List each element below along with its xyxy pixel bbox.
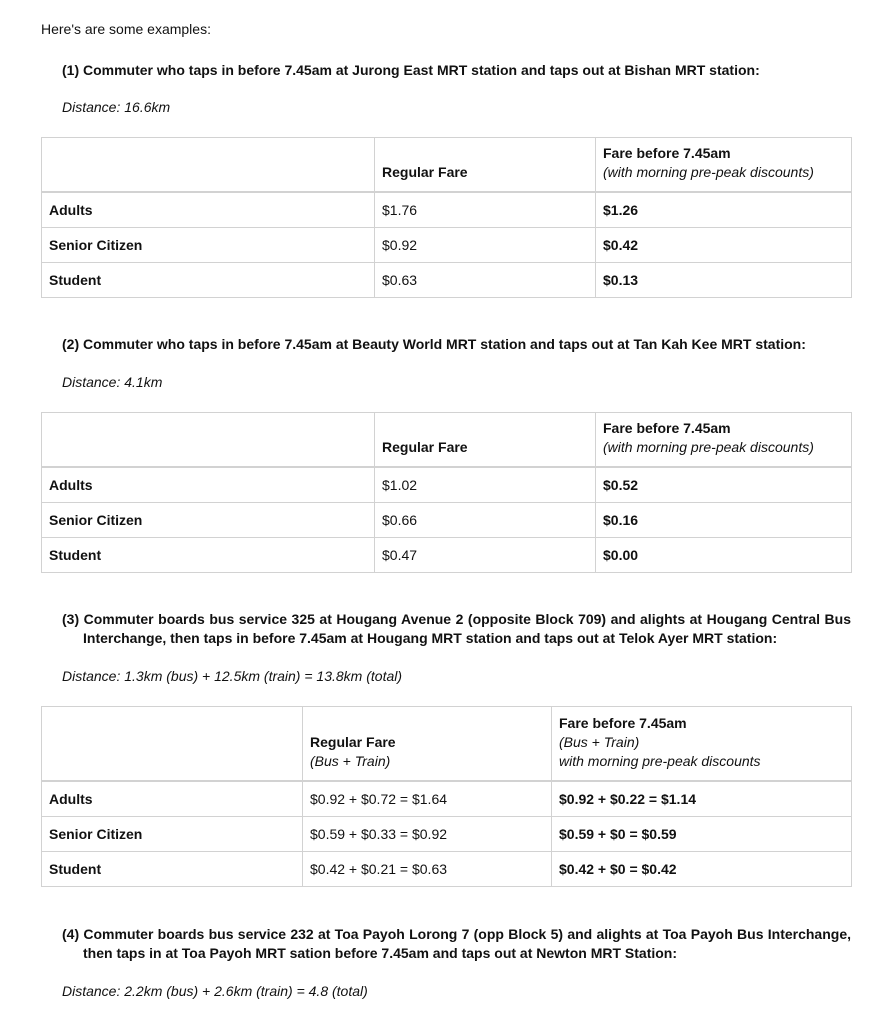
prepeak-fare-cell: $1.26 [596, 192, 852, 228]
prepeak-fare-cell: $0.00 [596, 537, 852, 572]
regular-fare-cell: $0.47 [375, 537, 596, 572]
header-prepeak-fare: Fare before 7.45am (with morning pre-peak discounts) [596, 138, 852, 192]
table-row [42, 781, 852, 817]
prepeak-fare-cell: $0.16 [596, 502, 852, 537]
row-label: Adults [42, 192, 375, 228]
example-2-fare-table [41, 412, 852, 573]
example-1-fare-table [41, 137, 852, 298]
header-empty-cell [42, 138, 375, 192]
table-row [42, 816, 852, 851]
example-2-heading: (2) Commuter who taps in before 7.45am at Beauty World MRT station and taps out at Tan Kah Kee MRT station: [62, 336, 806, 352]
header-prepeak-fare: Fare before 7.45am (with morning pre-peak discounts) [596, 413, 852, 467]
regular-fare-cell: $1.02 [375, 467, 596, 503]
row-label: Student [42, 537, 375, 572]
example-4-distance: Distance: 2.2km (bus) + 2.6km (train) = 4.8 (total) [62, 983, 368, 999]
row-label: Senior Citizen [42, 227, 375, 262]
row-label: Adults [42, 467, 375, 503]
header-empty-cell [42, 413, 375, 467]
prepeak-fare-cell: $0.92 + $0.22 = $1.14 [552, 781, 852, 817]
header-regular-fare: Regular Fare [375, 413, 596, 467]
table-row [42, 262, 852, 297]
example-2-distance: Distance: 4.1km [62, 374, 163, 390]
table-row [42, 467, 852, 503]
prepeak-fare-cell: $0.42 [596, 227, 852, 262]
regular-fare-cell: $0.63 [375, 262, 596, 297]
header-regular-fare: Regular Fare [375, 138, 596, 192]
table-row [42, 227, 852, 262]
example-1-distance: Distance: 16.6km [62, 99, 171, 115]
table-header-row [42, 138, 852, 192]
regular-fare-cell: $0.42 + $0.21 = $0.63 [303, 851, 552, 886]
table-header-row [42, 707, 852, 781]
table-row [42, 851, 852, 886]
prepeak-fare-cell: $0.59 + $0 = $0.59 [552, 816, 852, 851]
prepeak-fare-cell: $0.13 [596, 262, 852, 297]
header-empty-cell [42, 707, 303, 781]
regular-fare-cell: $0.59 + $0.33 = $0.92 [303, 816, 552, 851]
example-4-heading: (4) Commuter boards bus service 232 at Toa Payoh Lorong 7 (opp Block 5) and alights at Toa Payoh Bus Interchange, then taps in at Toa Payoh MRT sation before 7.45am and taps out at Newton MRT Station: [62, 926, 851, 961]
row-label: Adults [42, 781, 303, 817]
example-1-heading: (1) Commuter who taps in before 7.45am at Jurong East MRT station and taps out at Bishan MRT station: [62, 62, 760, 78]
example-3-fare-table [41, 706, 852, 887]
table-row [42, 537, 852, 572]
table-header-row [42, 413, 852, 467]
table-row [42, 192, 852, 228]
prepeak-fare-cell: $0.42 + $0 = $0.42 [552, 851, 852, 886]
regular-fare-cell: $0.66 [375, 502, 596, 537]
row-label: Senior Citizen [42, 816, 303, 851]
example-3-distance: Distance: 1.3km (bus) + 12.5km (train) = 13.8km (total) [62, 668, 403, 684]
row-label: Senior Citizen [42, 502, 375, 537]
example-3-heading: (3) Commuter boards bus service 325 at Hougang Avenue 2 (opposite Block 709) and alights at Hougang Central Bus Interchange, then taps in before 7.45am at Hougang MRT station and taps out at Telok Ayer MRT station: [62, 611, 851, 646]
header-regular-fare: Regular Fare (Bus + Train) [303, 707, 552, 781]
prepeak-fare-cell: $0.52 [596, 467, 852, 503]
row-label: Student [42, 262, 375, 297]
regular-fare-cell: $1.76 [375, 192, 596, 228]
intro-text: Here's are some examples: [41, 21, 211, 37]
regular-fare-cell: $0.92 [375, 227, 596, 262]
regular-fare-cell: $0.92 + $0.72 = $1.64 [303, 781, 552, 817]
header-prepeak-fare: Fare before 7.45am (Bus + Train) with morning pre-peak discounts [552, 707, 852, 781]
row-label: Student [42, 851, 303, 886]
table-row [42, 502, 852, 537]
